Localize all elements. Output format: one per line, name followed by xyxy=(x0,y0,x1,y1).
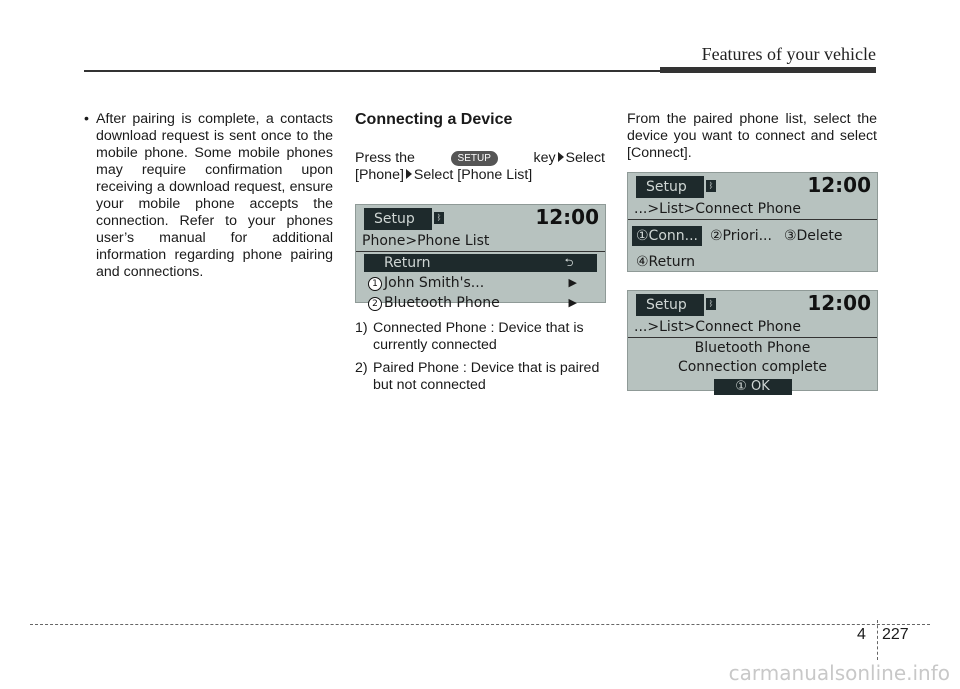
bluetooth-icon: ᛒ xyxy=(434,212,444,224)
column-right xyxy=(627,111,877,162)
delete-option: ③Delete xyxy=(783,228,843,244)
watermark: carmanualsonline.info xyxy=(728,661,950,685)
list-item xyxy=(355,320,605,354)
instruction-key: key xyxy=(533,150,556,166)
bullet-item xyxy=(84,111,333,281)
arrow-right-icon xyxy=(558,152,564,162)
ok-button: ① OK xyxy=(714,379,792,395)
footer-rule xyxy=(30,624,930,625)
screen-return-row xyxy=(364,254,597,272)
screen-message-line: Connection complete xyxy=(677,359,828,375)
instruction-phone: [Phone] xyxy=(355,167,404,183)
instruction-select-list: Select [Phone List] xyxy=(413,167,533,183)
screen-device-row xyxy=(364,294,597,312)
return-icon: ⮌ xyxy=(549,256,589,270)
return-option: ④Return xyxy=(636,254,696,270)
screen-row-label: Bluetooth Phone xyxy=(384,295,500,311)
instruction-select: Select xyxy=(565,150,605,166)
bullet-dot: • xyxy=(84,111,89,127)
screen-setup-label: Setup xyxy=(636,176,704,198)
header-rule-accent xyxy=(660,67,876,73)
setup-key-badge: SETUP xyxy=(451,151,498,166)
bullet-text: After pairing is complete, a contacts download request is sent once to the mobile phone. Some mobile phones may require confirmation upon receiving a download request, ensure your mobile phone accepts the connection. Refer to your phones user’s manual for additional information regarding phone pairing and connections. xyxy=(96,111,333,280)
callout-number: 2 xyxy=(368,297,382,311)
footer-separator xyxy=(877,620,878,660)
bluetooth-icon: ᛒ xyxy=(706,298,716,310)
priority-option: ②Priori... xyxy=(710,228,772,244)
screen-clock: 12:00 xyxy=(535,205,599,229)
screen-clock: 12:00 xyxy=(807,291,871,315)
instruction xyxy=(355,150,605,184)
screen-path: Phone>Phone List xyxy=(356,231,605,252)
instruction-press: Press the xyxy=(355,150,415,166)
screen-clock: 12:00 xyxy=(807,173,871,197)
screen-setup-label: Setup xyxy=(636,294,704,316)
chevron-right-icon: ▶ xyxy=(568,296,577,309)
list-number: 2) xyxy=(355,360,368,376)
arrow-right-icon xyxy=(406,169,412,179)
page-number: 227 xyxy=(882,626,909,643)
list-text: Connected Phone : Device that is currently connected xyxy=(373,320,584,353)
bluetooth-icon: ᛒ xyxy=(706,180,716,192)
screen-row-label: John Smith's... xyxy=(384,275,485,291)
definition-list xyxy=(355,314,605,394)
list-text: Paired Phone : Device that is paired but not connected xyxy=(373,360,600,393)
section-heading: Connecting a Device xyxy=(355,111,513,128)
screen-message-line: Bluetooth Phone xyxy=(694,340,811,356)
phone-list-screen xyxy=(355,204,606,311)
column-left xyxy=(84,111,333,281)
connection-complete-screen xyxy=(627,290,878,394)
screen-setup-label: Setup xyxy=(364,208,432,230)
connect-phone-screen xyxy=(627,172,878,272)
screen-path: ...>List>Connect Phone xyxy=(628,317,877,338)
paragraph: From the paired phone list, select the device you want to connect and select [Connect]. xyxy=(627,111,877,161)
screen-device-row xyxy=(364,274,597,292)
screen-path: ...>List>Connect Phone xyxy=(628,199,877,220)
column-middle xyxy=(355,111,605,184)
header-title: Features of your vehicle xyxy=(701,44,876,64)
chevron-right-icon: ▶ xyxy=(568,276,577,289)
screen-row-label: Return xyxy=(384,255,431,271)
chapter-number: 4 xyxy=(857,626,866,643)
callout-number: 1 xyxy=(368,277,382,291)
list-item xyxy=(355,360,605,394)
connect-option: ①Conn... xyxy=(632,226,702,246)
list-number: 1) xyxy=(355,320,368,336)
